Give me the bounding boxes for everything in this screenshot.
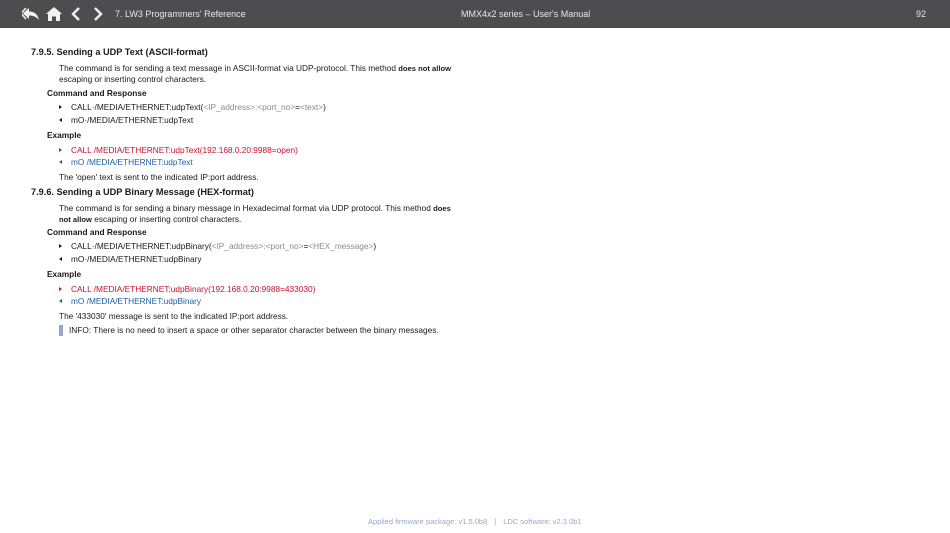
- section-description: [59, 63, 459, 85]
- command-text-param: <text>: [299, 102, 324, 112]
- info-text: INFO: There is no need to insert a space or other separator character between the binary messages.: [69, 325, 439, 336]
- chapter-title: 7. LW3 Programmers' Reference: [115, 9, 246, 19]
- desc-text: The command is for sending a text message in ASCII-format via UDP-protocol. This method: [59, 63, 399, 73]
- command-close: ): [373, 241, 377, 251]
- example-note: The 'open' text is sent to the indicated IP:port address.: [59, 172, 259, 182]
- page-number: 92: [916, 9, 927, 19]
- top-bar: [0, 0, 950, 28]
- command-response-label: Command and Response: [47, 227, 147, 237]
- chevron-right-icon[interactable]: [88, 4, 107, 24]
- desc-text-end: escaping or inserting control characters.: [59, 74, 207, 84]
- arrow-right-icon: [59, 105, 71, 109]
- section-description: [59, 203, 459, 225]
- example-response-text: mO /MEDIA/ETHERNET:udpBinary: [71, 296, 202, 306]
- info-box: [59, 325, 439, 336]
- firmware-version: Applied firmware package: v1.5.0b8: [368, 517, 488, 526]
- example-command-text: CALL /MEDIA/ETHERNET:udpBinary(192.168.0.20:9988=433030): [71, 284, 316, 294]
- command-line: [59, 242, 376, 250]
- command-params: <IP_address>:<port_no>: [203, 102, 296, 112]
- example-response-text: mO /MEDIA/ETHERNET:udpText: [71, 157, 193, 167]
- example-response: [59, 297, 201, 305]
- desc-emphasis: does not allow: [398, 64, 451, 73]
- command-prefix: CALL·/MEDIA/ETHERNET:udpBinary(: [71, 241, 212, 251]
- arrow-left-icon: [59, 118, 71, 122]
- command-equals: =: [295, 102, 300, 112]
- command-hex-param: <HEX_message>: [308, 241, 374, 251]
- response-line: [59, 116, 193, 124]
- example-command: [59, 146, 298, 154]
- section-heading-udp-text: 7.9.5. Sending a UDP Text (ASCII-format): [31, 47, 208, 57]
- software-version: LDC software: v2.3.0b1: [503, 517, 582, 526]
- footer: [368, 517, 582, 526]
- section-heading-udp-binary: 7.9.6. Sending a UDP Binary Message (HEX-format): [31, 187, 254, 197]
- arrow-right-icon: [59, 148, 71, 152]
- arrow-right-icon: [59, 287, 71, 291]
- example-response: [59, 158, 193, 166]
- arrow-right-icon: [59, 244, 71, 248]
- command-equals: =: [303, 241, 309, 251]
- example-command: [59, 285, 315, 293]
- chevron-left-icon[interactable]: [66, 4, 85, 24]
- desc-text: The command is for sending a binary message in Hexadecimal format via UDP protocol. This method: [59, 203, 434, 213]
- desc-text-end: escaping or inserting control characters.: [91, 214, 242, 224]
- response-text: mO·/MEDIA/ETHERNET:udpText: [71, 115, 194, 125]
- response-line: [59, 255, 201, 263]
- arrow-left-icon: [59, 299, 71, 303]
- response-text: mO·/MEDIA/ETHERNET:udpBinary: [71, 254, 202, 264]
- back-return-icon[interactable]: [22, 4, 41, 24]
- command-response-label: Command and Response: [47, 88, 147, 98]
- example-label: Example: [47, 269, 82, 279]
- info-bar-icon: [59, 325, 63, 336]
- command-close: ): [323, 102, 326, 112]
- home-icon[interactable]: [44, 4, 63, 24]
- desc-emphasis: does not allow: [59, 204, 451, 224]
- command-prefix: CALL·/MEDIA/ETHERNET:udpText(: [71, 102, 204, 112]
- example-label: Example: [47, 130, 82, 140]
- arrow-left-icon: [59, 160, 71, 164]
- manual-title: MMX4x2 series – User's Manual: [461, 9, 591, 19]
- navigation-buttons: [22, 4, 107, 24]
- example-command-text: CALL /MEDIA/ETHERNET:udpText(192.168.0.20:9988=open): [71, 145, 298, 155]
- arrow-left-icon: [59, 257, 71, 261]
- footer-separator: |: [494, 517, 497, 526]
- command-params: <IP_address>:<port_no>: [211, 241, 304, 251]
- example-note: The '433030' message is sent to the indicated IP:port address.: [59, 311, 289, 321]
- command-line: [59, 103, 326, 111]
